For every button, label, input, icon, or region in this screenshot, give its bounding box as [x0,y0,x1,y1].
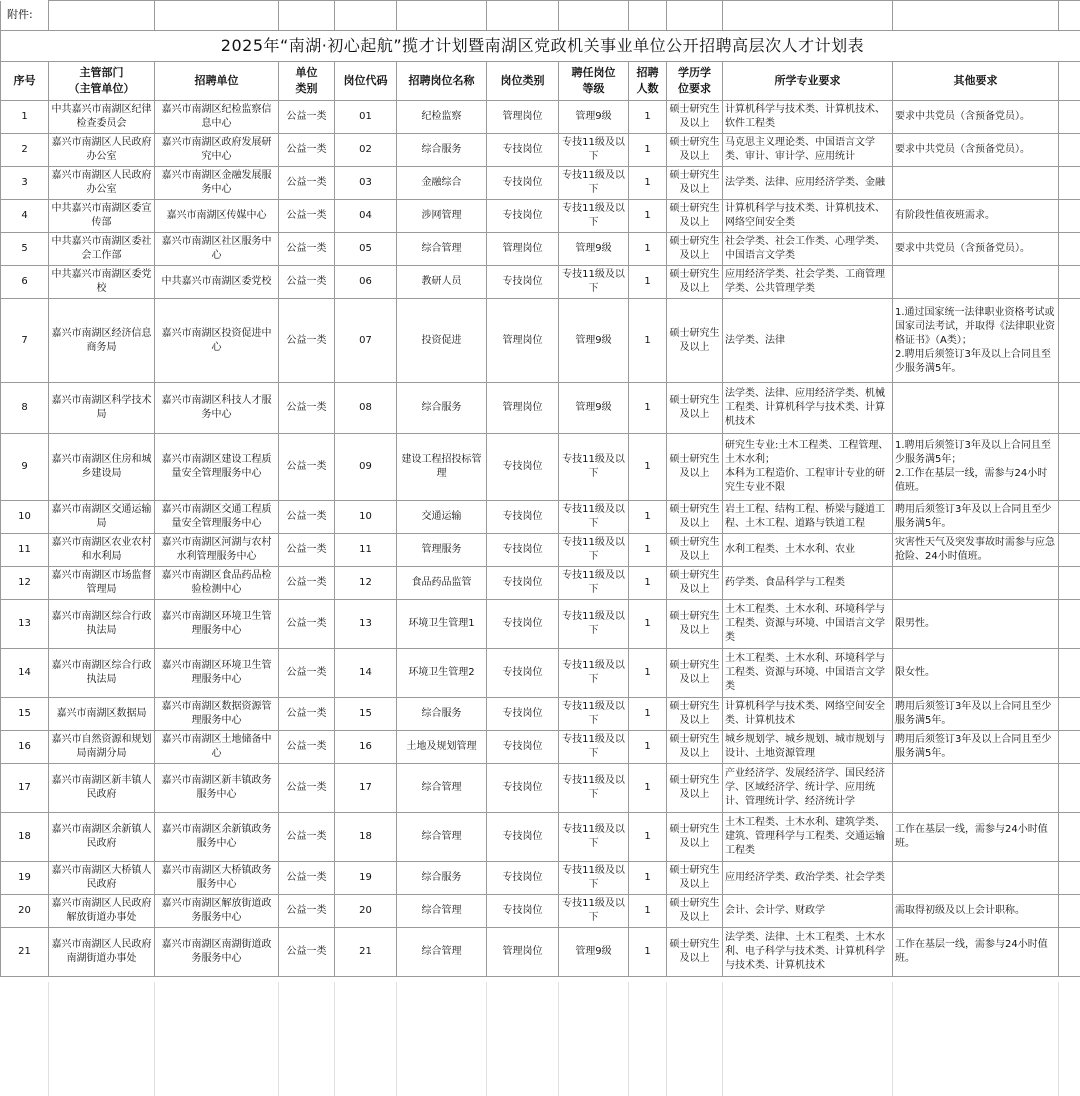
cell-count: 1 [629,928,667,977]
cell-seq: 10 [1,501,49,534]
cell-code: 06 [335,266,397,299]
cell-seq: 2 [1,134,49,167]
cell-unit: 嘉兴市南湖区纪检监察信息中心 [155,101,279,134]
cell-other: 需取得初级及以上会计职称。 [893,895,1059,928]
cell-major: 土木工程类、土木水利、环境科学与工程类、资源与环境、中国语言文学类 [723,600,893,649]
table-row [1,434,1080,501]
cell-dept: 嘉兴市南湖区大桥镇人民政府 [49,862,155,895]
cell-dept: 中共嘉兴市南湖区委党校 [49,266,155,299]
table-row [1,134,1080,167]
cell-other: 聘用后须签订3年及以上合同且至少服务满5年。 [893,698,1059,731]
cell-post-type: 管理岗位 [487,928,559,977]
cell-post-type: 专技岗位 [487,862,559,895]
cell-dept: 嘉兴市南湖区交通运输局 [49,501,155,534]
cell-level: 专技11级及以下 [559,649,629,698]
cell-code: 10 [335,501,397,534]
cell-unit-type: 公益一类 [279,266,335,299]
cell-other [893,167,1059,200]
cell-edu: 硕士研究生及以上 [667,434,723,501]
cell-other: 工作在基层一线，需参与24小时值班。 [893,928,1059,977]
cell-major: 计算机科学与技术类、网络空间安全类、计算机技术 [723,698,893,731]
cell-seq: 6 [1,266,49,299]
cell-dept: 嘉兴市南湖区人民政府办公室 [49,134,155,167]
table-row [1,299,1080,383]
table-row [1,895,1080,928]
cell-unit-type: 公益一类 [279,299,335,383]
header-other: 其他要求 [893,62,1059,101]
cell-post-type: 管理岗位 [487,299,559,383]
cell-post-name: 食品药品监管 [397,567,487,600]
cell-seq: 17 [1,764,49,813]
cell-other [893,383,1059,434]
table-row [1,600,1080,649]
table-row [1,862,1080,895]
cell-unit-type: 公益一类 [279,649,335,698]
cell-unit-type: 公益一类 [279,895,335,928]
table-row [1,501,1080,534]
cell-count: 1 [629,862,667,895]
cell-post-type: 专技岗位 [487,813,559,862]
cell-edu: 硕士研究生及以上 [667,764,723,813]
cell-level: 专技11级及以下 [559,862,629,895]
cell-post-type: 专技岗位 [487,698,559,731]
cell-unit: 嘉兴市南湖区解放街道政务服务中心 [155,895,279,928]
cell-edu: 硕士研究生及以上 [667,731,723,764]
cell-edu: 硕士研究生及以上 [667,567,723,600]
cell-code: 17 [335,764,397,813]
cell-edu: 硕士研究生及以上 [667,167,723,200]
cell-post-type: 专技岗位 [487,600,559,649]
cell-seq: 11 [1,534,49,567]
cell-unit-type: 公益一类 [279,862,335,895]
cell-code: 19 [335,862,397,895]
cell-post-name: 综合管理 [397,233,487,266]
cell-dept: 嘉兴市南湖区经济信息商务局 [49,299,155,383]
table-row [1,698,1080,731]
table-row [1,534,1080,567]
cell-unit-type: 公益一类 [279,200,335,233]
cell-other: 限男性。 [893,600,1059,649]
cell-count: 1 [629,134,667,167]
cell-unit: 嘉兴市南湖区政府发展研究中心 [155,134,279,167]
cell-dept: 嘉兴市南湖区住房和城乡建设局 [49,434,155,501]
cell-major: 岩土工程、结构工程、桥梁与隧道工程、土木工程、道路与铁道工程 [723,501,893,534]
cell-unit: 嘉兴市南湖区土地储备中心 [155,731,279,764]
cell-post-name: 综合服务 [397,383,487,434]
header-post-name: 招聘岗位名称 [397,62,487,101]
cell-count: 1 [629,649,667,698]
cell-other: 工作在基层一线，需参与24小时值班。 [893,813,1059,862]
cell-post-name: 综合管理 [397,764,487,813]
cell-major: 法学类、法律、应用经济学类、机械工程类、计算机科学与技术类、计算机技术 [723,383,893,434]
cell-major: 法学类、法律、土木工程类、土木水利、电子科学与技术类、计算机科学与技术类、计算机技术 [723,928,893,977]
cell-unit: 嘉兴市南湖区新丰镇政务服务中心 [155,764,279,813]
header-row [1,62,1080,101]
cell-count: 1 [629,534,667,567]
cell-unit: 嘉兴市南湖区食品药品检验检测中心 [155,567,279,600]
cell-post-name: 交通运输 [397,501,487,534]
cell-other [893,266,1059,299]
cell-code: 05 [335,233,397,266]
cell-post-type: 专技岗位 [487,731,559,764]
cell-other: 要求中共党员（含预备党员）。 [893,134,1059,167]
header-count: 招聘 人数 [629,62,667,101]
table-row [1,383,1080,434]
cell-code: 18 [335,813,397,862]
cell-post-name: 综合管理 [397,813,487,862]
cell-level: 专技11级及以下 [559,167,629,200]
cell-unit-type: 公益一类 [279,698,335,731]
cell-edu: 硕士研究生及以上 [667,200,723,233]
cell-code: 14 [335,649,397,698]
cell-count: 1 [629,200,667,233]
cell-level: 专技11级及以下 [559,200,629,233]
cell-code: 04 [335,200,397,233]
cell-unit-type: 公益一类 [279,764,335,813]
header-unit-type: 单位 类别 [279,62,335,101]
cell-post-type: 专技岗位 [487,167,559,200]
cell-code: 12 [335,567,397,600]
cell-unit-type: 公益一类 [279,534,335,567]
cell-seq: 3 [1,167,49,200]
cell-dept: 嘉兴市自然资源和规划局南湖分局 [49,731,155,764]
cell-code: 03 [335,167,397,200]
cell-post-name: 建设工程招投标管理 [397,434,487,501]
cell-edu: 硕士研究生及以上 [667,813,723,862]
cell-post-type: 专技岗位 [487,200,559,233]
cell-seq: 14 [1,649,49,698]
cell-major: 水利工程类、土木水利、农业 [723,534,893,567]
table-row [1,928,1080,977]
cell-post-type: 专技岗位 [487,266,559,299]
cell-unit-type: 公益一类 [279,928,335,977]
cell-unit-type: 公益一类 [279,383,335,434]
cell-edu: 硕士研究生及以上 [667,895,723,928]
cell-code: 15 [335,698,397,731]
table-row [1,764,1080,813]
table-row [1,101,1080,134]
cell-dept: 嘉兴市南湖区数据局 [49,698,155,731]
table-row [1,649,1080,698]
cell-major: 法学类、法律、应用经济学类、金融 [723,167,893,200]
table-row [1,567,1080,600]
cell-major: 药学类、食品科学与工程类 [723,567,893,600]
cell-major: 研究生专业:土木工程类、工程管理、土木水利； 本科为工程造价、工程审计专业的研究生专业不限 [723,434,893,501]
cell-unit-type: 公益一类 [279,567,335,600]
cell-edu: 硕士研究生及以上 [667,534,723,567]
cell-code: 16 [335,731,397,764]
cell-other: 聘用后须签订3年及以上合同且至少服务满5年。 [893,501,1059,534]
cell-major: 社会学类、社会工作类、心理学类、中国语言文学类 [723,233,893,266]
cell-code: 01 [335,101,397,134]
table-row [1,266,1080,299]
header-post-type: 岗位类别 [487,62,559,101]
cell-post-type: 专技岗位 [487,501,559,534]
cell-edu: 硕士研究生及以上 [667,649,723,698]
cell-seq: 5 [1,233,49,266]
cell-major: 计算机科学与技术类、计算机技术、软件工程类 [723,101,893,134]
attachment-row [1,1,1080,31]
cell-major: 城乡规划学、城乡规划、城市规划与设计、土地资源管理 [723,731,893,764]
cell-seq: 9 [1,434,49,501]
cell-code: 20 [335,895,397,928]
table-row [1,200,1080,233]
cell-level: 专技11级及以下 [559,698,629,731]
table-row [1,233,1080,266]
cell-unit: 嘉兴市南湖区环境卫生管理服务中心 [155,600,279,649]
cell-unit: 中共嘉兴市南湖区委党校 [155,266,279,299]
cell-unit-type: 公益一类 [279,233,335,266]
cell-count: 1 [629,567,667,600]
cell-dept: 中共嘉兴市南湖区委宣传部 [49,200,155,233]
cell-post-type: 专技岗位 [487,134,559,167]
cell-other: 1.聘用后须签订3年及以上合同且至少服务满5年； 2.工作在基层一线，需参与24小时值班。 [893,434,1059,501]
cell-count: 1 [629,600,667,649]
cell-dept: 嘉兴市南湖区农业农村和水利局 [49,534,155,567]
cell-major: 应用经济学类、社会学类、工商管理学类、公共管理学类 [723,266,893,299]
cell-count: 1 [629,299,667,383]
cell-major: 应用经济学类、政治学类、社会学类 [723,862,893,895]
cell-post-type: 管理岗位 [487,101,559,134]
cell-seq: 15 [1,698,49,731]
cell-code: 02 [335,134,397,167]
cell-post-name: 金融综合 [397,167,487,200]
cell-dept: 中共嘉兴市南湖区委社会工作部 [49,233,155,266]
cell-level: 管理9级 [559,233,629,266]
cell-level: 专技11级及以下 [559,534,629,567]
cell-edu: 硕士研究生及以上 [667,299,723,383]
cell-seq: 4 [1,200,49,233]
header-code: 岗位代码 [335,62,397,101]
cell-dept: 嘉兴市南湖区综合行政执法局 [49,600,155,649]
cell-count: 1 [629,383,667,434]
cell-count: 1 [629,434,667,501]
cell-level: 管理9级 [559,383,629,434]
cell-level: 专技11级及以下 [559,134,629,167]
cell-unit: 嘉兴市南湖区数据资源管理服务中心 [155,698,279,731]
cell-unit: 嘉兴市南湖区金融发展服务中心 [155,167,279,200]
cell-edu: 硕士研究生及以上 [667,134,723,167]
cell-level: 专技11级及以下 [559,764,629,813]
cell-post-name: 教研人员 [397,266,487,299]
cell-other [893,567,1059,600]
title-row [1,31,1080,62]
cell-unit: 嘉兴市南湖区科技人才服务中心 [155,383,279,434]
cell-seq: 13 [1,600,49,649]
cell-count: 1 [629,233,667,266]
cell-unit-type: 公益一类 [279,134,335,167]
cell-level: 专技11级及以下 [559,600,629,649]
cell-level: 专技11级及以下 [559,434,629,501]
cell-unit: 嘉兴市南湖区建设工程质量安全管理服务中心 [155,434,279,501]
cell-level: 管理9级 [559,299,629,383]
cell-seq: 19 [1,862,49,895]
cell-post-name: 综合服务 [397,698,487,731]
cell-post-type: 管理岗位 [487,383,559,434]
table-row [1,731,1080,764]
cell-post-type: 专技岗位 [487,895,559,928]
cell-unit: 嘉兴市南湖区河湖与农村水利管理服务中心 [155,534,279,567]
cell-other: 要求中共党员（含预备党员）。 [893,101,1059,134]
cell-unit: 嘉兴市南湖区余新镇政务服务中心 [155,813,279,862]
cell-level: 管理9级 [559,928,629,977]
cell-other: 有阶段性值夜班需求。 [893,200,1059,233]
cell-count: 1 [629,731,667,764]
cell-unit-type: 公益一类 [279,167,335,200]
cell-post-name: 纪检监察 [397,101,487,134]
cell-unit: 嘉兴市南湖区环境卫生管理服务中心 [155,649,279,698]
header-edu: 学历学 位要求 [667,62,723,101]
cell-level: 专技11级及以下 [559,895,629,928]
cell-post-name: 管理服务 [397,534,487,567]
cell-count: 1 [629,895,667,928]
cell-major: 产业经济学、发展经济学、国民经济学、区域经济学、统计学、应用统计、管理统计学、经济统计学 [723,764,893,813]
cell-level: 管理9级 [559,101,629,134]
header-unit: 招聘单位 [155,62,279,101]
cell-post-name: 综合服务 [397,862,487,895]
cell-level: 专技11级及以下 [559,567,629,600]
cell-edu: 硕士研究生及以上 [667,383,723,434]
cell-seq: 18 [1,813,49,862]
cell-dept: 嘉兴市南湖区人民政府办公室 [49,167,155,200]
cell-level: 专技11级及以下 [559,501,629,534]
cell-post-name: 综合管理 [397,928,487,977]
header-level: 聘任岗位 等级 [559,62,629,101]
cell-post-name: 综合管理 [397,895,487,928]
cell-unit-type: 公益一类 [279,813,335,862]
cell-major: 土木工程类、土木水利、建筑学类、建筑、管理科学与工程类、交通运输工程类 [723,813,893,862]
cell-edu: 硕士研究生及以上 [667,266,723,299]
cell-post-type: 专技岗位 [487,434,559,501]
cell-dept: 嘉兴市南湖区科学技术局 [49,383,155,434]
cell-other [893,764,1059,813]
cell-post-name: 投资促进 [397,299,487,383]
cell-code: 09 [335,434,397,501]
cell-unit: 嘉兴市南湖区交通工程质量安全管理服务中心 [155,501,279,534]
cell-level: 专技11级及以下 [559,813,629,862]
cell-dept: 嘉兴市南湖区市场监督管理局 [49,567,155,600]
cell-major: 土木工程类、土木水利、环境科学与工程类、资源与环境、中国语言文学类 [723,649,893,698]
header-major: 所学专业要求 [723,62,893,101]
cell-unit: 嘉兴市南湖区大桥镇政务服务中心 [155,862,279,895]
page-title: 2025年“南湖·初心起航”揽才计划暨南湖区党政机关事业单位公开招聘高层次人才计划表 [1,31,1080,62]
cell-unit-type: 公益一类 [279,434,335,501]
cell-seq: 1 [1,101,49,134]
cell-post-name: 环境卫生管理2 [397,649,487,698]
cell-code: 11 [335,534,397,567]
cell-unit: 嘉兴市南湖区社区服务中心 [155,233,279,266]
cell-count: 1 [629,266,667,299]
cell-seq: 21 [1,928,49,977]
cell-code: 08 [335,383,397,434]
cell-edu: 硕士研究生及以上 [667,600,723,649]
cell-dept: 中共嘉兴市南湖区纪律检查委员会 [49,101,155,134]
cell-count: 1 [629,501,667,534]
cell-post-name: 环境卫生管理1 [397,600,487,649]
attachment-label: 附件: [1,1,49,31]
cell-count: 1 [629,167,667,200]
cell-other: 聘用后须签订3年及以上合同且至少服务满5年。 [893,731,1059,764]
cell-edu: 硕士研究生及以上 [667,233,723,266]
cell-other: 1.通过国家统一法律职业资格考试或国家司法考试，并取得《法律职业资格证书》（A类）； 2.聘用后须签订3年及以上合同且至少服务满5年。 [893,299,1059,383]
cell-major: 马克思主义理论类、中国语言文学类、审计、审计学、应用统计 [723,134,893,167]
cell-major: 法学类、法律 [723,299,893,383]
cell-post-type: 专技岗位 [487,567,559,600]
cell-other [893,862,1059,895]
header-dept: 主管部门 （主管单位） [49,62,155,101]
cell-post-name: 综合服务 [397,134,487,167]
cell-unit: 嘉兴市南湖区投资促进中心 [155,299,279,383]
cell-unit: 嘉兴市南湖区南湖街道政务服务中心 [155,928,279,977]
cell-count: 1 [629,101,667,134]
table-row [1,167,1080,200]
cell-post-type: 专技岗位 [487,534,559,567]
cell-unit-type: 公益一类 [279,600,335,649]
cell-unit-type: 公益一类 [279,731,335,764]
cell-edu: 硕士研究生及以上 [667,928,723,977]
cell-seq: 20 [1,895,49,928]
cell-dept: 嘉兴市南湖区综合行政执法局 [49,649,155,698]
cell-post-type: 管理岗位 [487,233,559,266]
cell-edu: 硕士研究生及以上 [667,501,723,534]
cell-dept: 嘉兴市南湖区人民政府解放街道办事处 [49,895,155,928]
cell-level: 专技11级及以下 [559,731,629,764]
cell-dept: 嘉兴市南湖区人民政府南湖街道办事处 [49,928,155,977]
cell-major: 会计、会计学、财政学 [723,895,893,928]
cell-edu: 硕士研究生及以上 [667,862,723,895]
cell-dept: 嘉兴市南湖区新丰镇人民政府 [49,764,155,813]
cell-unit-type: 公益一类 [279,501,335,534]
cell-edu: 硕士研究生及以上 [667,698,723,731]
cell-level: 专技11级及以下 [559,266,629,299]
cell-dept: 嘉兴市南湖区余新镇人民政府 [49,813,155,862]
cell-other: 限女性。 [893,649,1059,698]
cell-code: 13 [335,600,397,649]
cell-count: 1 [629,813,667,862]
cell-count: 1 [629,698,667,731]
cell-unit: 嘉兴市南湖区传媒中心 [155,200,279,233]
cell-post-name: 土地及规划管理 [397,731,487,764]
cell-seq: 7 [1,299,49,383]
cell-count: 1 [629,764,667,813]
cell-seq: 12 [1,567,49,600]
table-row [1,813,1080,862]
cell-major: 计算机科学与技术类、计算机技术、网络空间安全类 [723,200,893,233]
cell-post-type: 专技岗位 [487,764,559,813]
cell-code: 21 [335,928,397,977]
cell-post-type: 专技岗位 [487,649,559,698]
cell-unit-type: 公益一类 [279,101,335,134]
cell-seq: 8 [1,383,49,434]
cell-code: 07 [335,299,397,383]
cell-other: 灾害性天气及突发事故时需参与应急抢险、24小时值班。 [893,534,1059,567]
cell-seq: 16 [1,731,49,764]
cell-post-name: 涉网管理 [397,200,487,233]
cell-other: 要求中共党员（含预备党员）。 [893,233,1059,266]
cell-edu: 硕士研究生及以上 [667,101,723,134]
header-seq: 序号 [1,62,49,101]
